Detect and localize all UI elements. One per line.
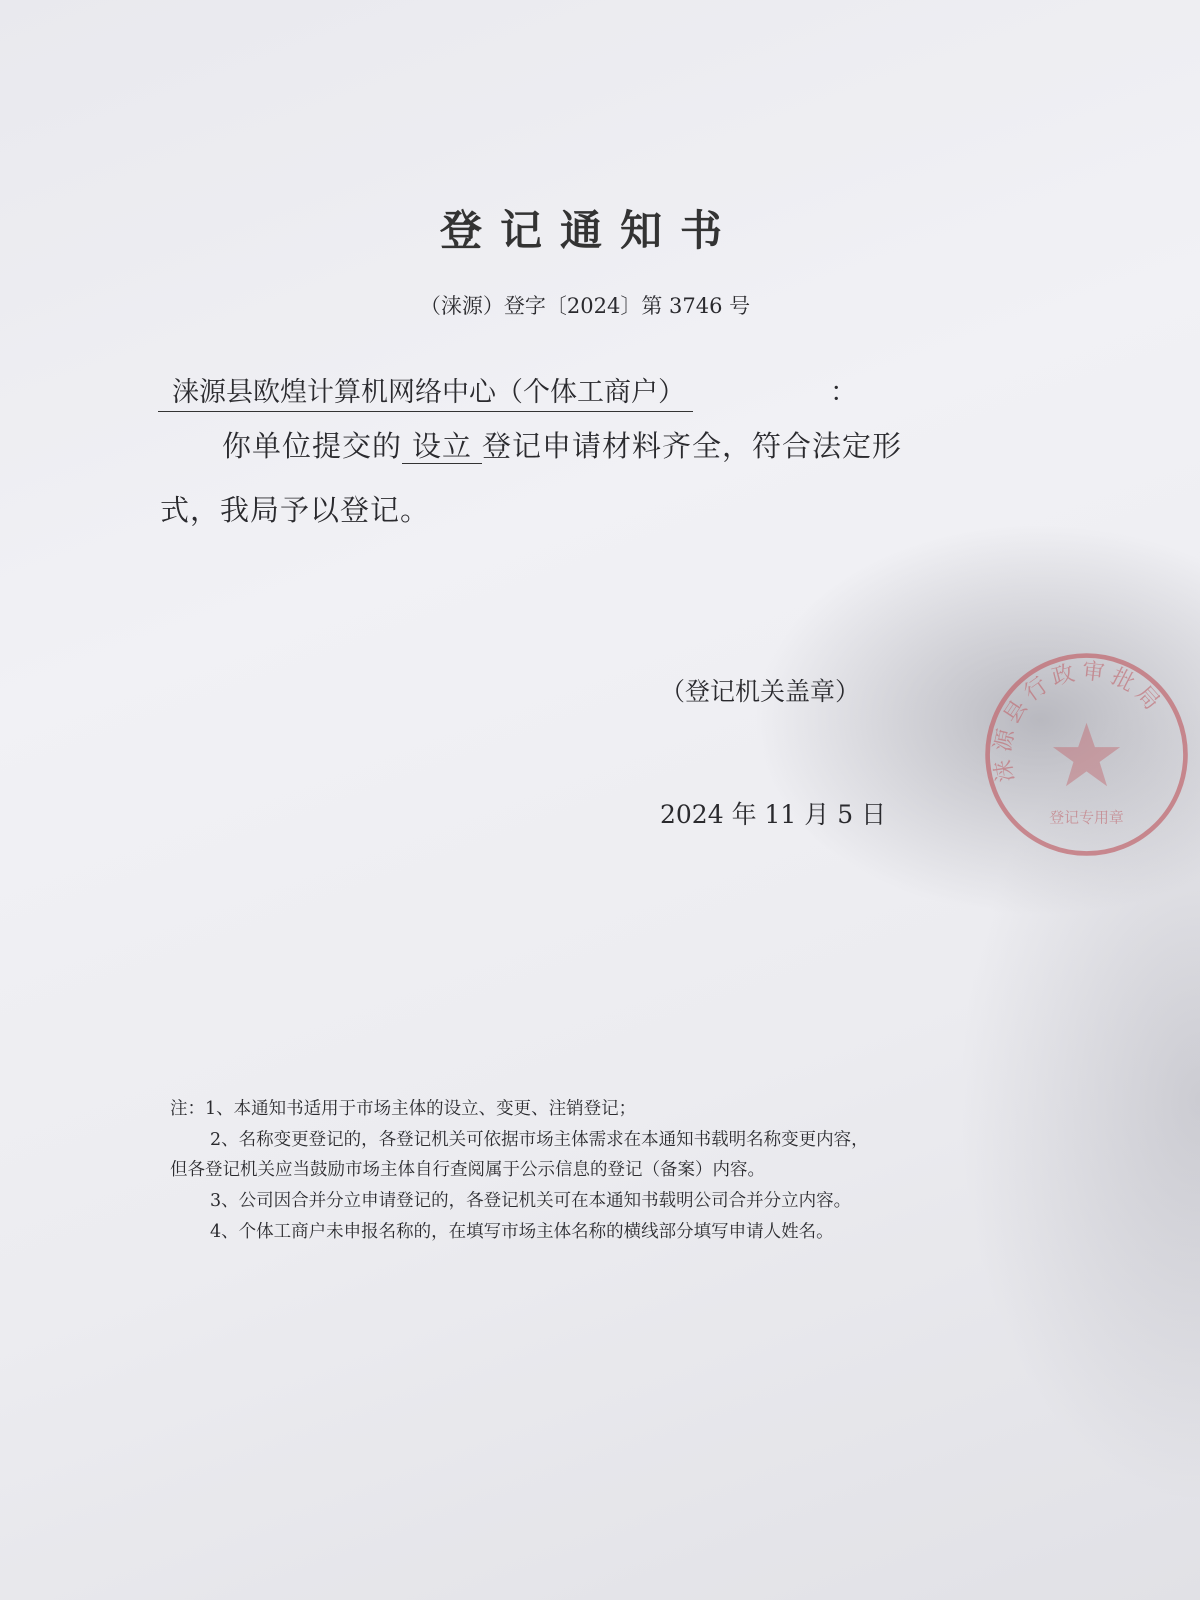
note-3: 3、公司因合并分立申请登记的，各登记机关可在本通知书载明公司合并分立内容。 [210,1191,852,1211]
official-seal-icon [982,650,1192,860]
svg-text:涞源县行政审批局: 涞源县行政审批局 [989,658,1169,785]
issue-date: 2024 年 11 月 5 日 [660,800,887,829]
note-2: 2、名称变更登记的，各登记机关可依据市场主体需求在本通知书载明名称变更内容， [210,1130,869,1150]
svg-text:登记专用章: 登记专用章 [1049,808,1124,827]
note-1: 注：1、本通知书适用于市场主体的设立、变更、注销登记； [170,1099,637,1119]
body-prefix: 你单位提交的 [222,429,403,463]
body-line-1 [222,424,902,465]
note-2-continued: 但各登记机关应当鼓励市场主体自行查阅属于公示信息的登记（备案）内容。 [170,1160,765,1180]
addressee: 涞源县欧煌计算机网络中心（个体工商户） [158,370,693,412]
note-4: 4、个体工商户未申报名称的，在填写市场主体名称的横线部分填写申请人姓名。 [210,1222,834,1242]
seal-label: （登记机关盖章） [660,677,861,706]
body-suffix: 登记申请材料齐全，符合法定形 [482,429,903,463]
body-line-2: 式，我局予以登记。 [160,493,431,527]
document-number: （涞源）登字〔2024〕第 3746 号 [419,294,751,318]
registration-type: 设立 [402,429,482,464]
document-title: 登记通知书 [439,206,740,255]
addressee-colon: ： [830,377,857,408]
